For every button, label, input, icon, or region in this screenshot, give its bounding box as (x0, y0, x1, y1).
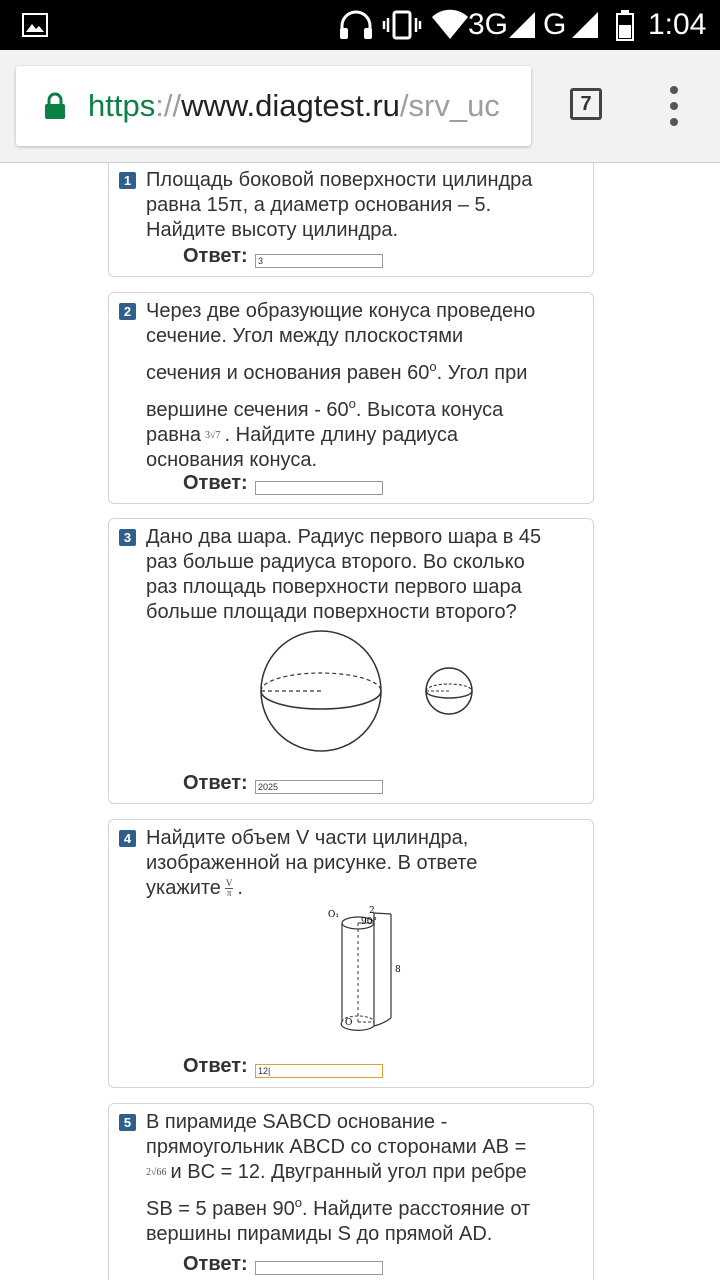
url-text[interactable] (88, 66, 500, 146)
question-text (146, 168, 586, 243)
question-line: вершине сечения - 60$^o$. Высота конуса (146, 396, 504, 421)
fraction: $\frac{V}{\pi}$ (225, 878, 233, 899)
question-line: В пирамиде SABCD основание - (146, 1111, 448, 1133)
headphones-icon (338, 0, 374, 50)
question-line: изображенной на рисунке. В ответе (146, 852, 478, 874)
label-8: 8 (395, 965, 401, 975)
url-protocol: https (88, 88, 156, 123)
question-line: SB = 5 равен 90$^o$. Найдите расстояние от (146, 1195, 531, 1221)
question-line: прямоугольник ABCD со сторонами AB = (146, 1136, 527, 1158)
overflow-menu-icon[interactable] (660, 86, 688, 126)
battery-icon (615, 0, 635, 50)
url-host: www.diagtest.ru (181, 88, 400, 123)
signal-icon-2 (570, 0, 600, 50)
lock-icon (44, 92, 66, 124)
question-card-2 (108, 292, 594, 504)
question-line: раз площадь поверхности первого шара (146, 576, 522, 598)
question-number: 2 (119, 303, 136, 320)
question-line: Найдите высоту цилиндра. (146, 219, 399, 241)
status-bar (0, 0, 720, 50)
answer-input[interactable] (255, 481, 383, 495)
label-o1: O₁ (328, 910, 339, 920)
question-line: равна 15π, а диаметр основания – 5. (146, 194, 492, 216)
answer-input[interactable]: 12| (255, 1064, 383, 1078)
label-2: 2 (369, 906, 375, 916)
question-text (146, 299, 586, 473)
answer-input[interactable]: 2025 (255, 780, 383, 794)
label-o: O (345, 1018, 353, 1028)
wifi-icon (430, 0, 470, 50)
question-text (146, 826, 586, 901)
question-line: Через две образующие конуса проведено (146, 300, 536, 322)
url-separator: :// (155, 88, 182, 123)
question-line: равна 3√7 . Найдите длину радиуса (146, 424, 458, 446)
question-line: раз больше радиуса второго. Во сколько (146, 551, 525, 573)
formula: 2√66 (146, 1167, 167, 1179)
browser-toolbar (0, 50, 720, 163)
url-path: /srv_uc (399, 88, 500, 123)
answer-input[interactable]: 3 (255, 254, 383, 268)
page-content (0, 163, 720, 1280)
question-number: 3 (119, 529, 136, 546)
question-line: сечение. Угол между плоскостями (146, 325, 464, 347)
answer-input[interactable] (255, 1261, 383, 1275)
address-bar[interactable] (16, 66, 531, 146)
network-g: G (543, 8, 567, 41)
question-line: Найдите объем V части цилиндра, (146, 827, 469, 849)
question-line: основания конуса. (146, 449, 318, 472)
answer-label: Ответ: (183, 1253, 248, 1275)
vibrate-icon (382, 0, 422, 50)
question-line: вершины пирамиды S до прямой AD. (146, 1223, 493, 1246)
label-90: 90° (361, 917, 377, 927)
question-text (146, 525, 586, 625)
tab-switcher-button[interactable]: 7 (570, 88, 602, 120)
network-3g: 3G (468, 8, 509, 41)
question-line: сечения и основания равен 60$^o$. Угол при (146, 359, 528, 384)
clock: 1:04 (648, 8, 707, 41)
answer-label: Ответ: (183, 772, 248, 794)
question-line: Дано два шара. Радиус первого шара в 45 (146, 526, 542, 548)
question-card-4 (108, 819, 594, 1088)
question-card-1 (108, 163, 594, 277)
image-notification-icon (22, 0, 48, 50)
question-card-5 (108, 1103, 594, 1280)
question-line: больше площади поверхности второго? (146, 601, 517, 623)
signal-icon-1 (507, 0, 537, 50)
answer-label: Ответ: (183, 1055, 248, 1077)
formula: 3√7 (205, 430, 221, 442)
question-line: укажите $\frac{V}{\pi}$ . (146, 877, 243, 899)
question-text (146, 1110, 586, 1247)
question-card-3 (108, 518, 594, 804)
question-number: 5 (119, 1114, 136, 1131)
spheres-figure (249, 627, 489, 757)
cylinder-figure (328, 906, 401, 1040)
question-number: 1 (119, 172, 136, 189)
answer-label: Ответ: (183, 245, 248, 267)
question-number: 4 (119, 830, 136, 847)
question-line: 2√66 и BC = 12. Двугранный угол при ребре (146, 1161, 527, 1183)
answer-label: Ответ: (183, 472, 248, 494)
question-line: Площадь боковой поверхности цилиндра (146, 169, 533, 191)
